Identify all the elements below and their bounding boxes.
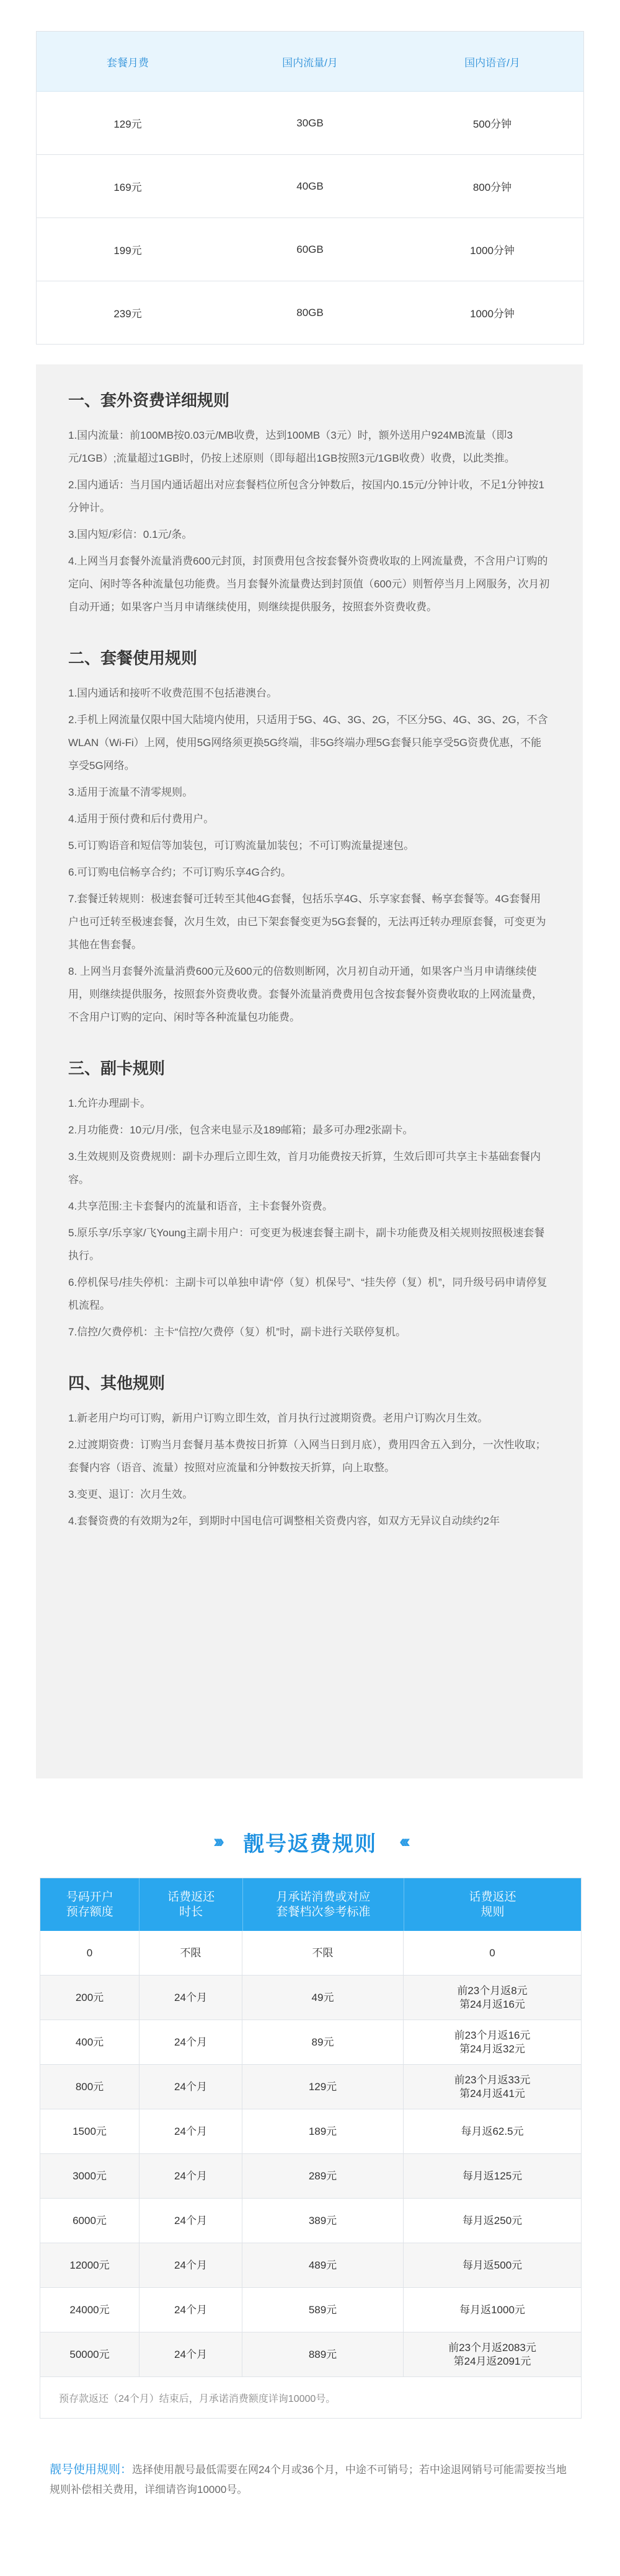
package-table-header <box>37 32 583 92</box>
rule-item: 6.可订购电信畅享合约；不可订购乐享4G合约。 <box>68 866 291 878</box>
cell-duration: 24个月 <box>140 2109 242 2153</box>
cell-commitment: 889元 <box>242 2332 404 2376</box>
cell-rule: 每月返125元 <box>462 2169 523 2182</box>
rule-item: 4.适用于预付费和后付费用户。 <box>68 813 215 825</box>
header-rule: 话费返还 规则 <box>469 1890 516 1919</box>
cell-rule: 每月返250元 <box>462 2214 523 2227</box>
cell-prepay: 50000元 <box>40 2332 140 2376</box>
cell-data: 80GB <box>296 306 324 319</box>
rules-panel <box>36 364 583 1778</box>
section-title: 四、其他规则 <box>68 1374 166 1392</box>
rule-item: 2.国内通话：当月国内通话超出对应套餐档位所包含分钟数后，按国内0.15元/分钟计收，不足1分钟按1分钟计。 <box>68 479 544 514</box>
double-chevron-left-icon: ‹‹‹ <box>399 1831 407 1852</box>
cell-voice: 500分钟 <box>472 118 512 130</box>
cell-rule: 每月返1000元 <box>459 2303 525 2316</box>
package-row <box>37 92 583 155</box>
cell-voice: 1000分钟 <box>470 308 515 320</box>
rule-item: 5.可订购语音和短信等加装包，可订购流量加装包；不可订购流量提速包。 <box>68 840 415 851</box>
cell-rule: 前23个月返16元 第24月返32元 <box>454 2029 531 2055</box>
rule-item: 2.手机上网流量仅限中国大陆境内使用，只适用于5G、4G、3G、2G，不区分5G、4G、3G、2G，不含WLAN（Wi-Fi）上网，使用5G网络须更换5G终端，非5G终端办理5G套餐只能享受5G资费优惠，不能享受5G网络。 <box>68 714 548 771</box>
rebate-heading <box>0 1822 620 1862</box>
rules-section-usage <box>68 647 551 1029</box>
rules-section-out-of-package <box>68 389 551 618</box>
cell-commitment: 389元 <box>242 2199 404 2243</box>
rule-item: 3.变更、退订：次月生效。 <box>68 1488 193 1500</box>
cell-prepay: 200元 <box>40 1976 140 2020</box>
rule-item: 7.套餐迁转规则：极速套餐可迁转至其他4G套餐，包括乐享4G、乐享家套餐、畅享套餐等。4G套餐用户也可迁转至极速套餐，次月生效，由已下架套餐变更为5G套餐的，无法再迁转办理原套餐，可变更为其他在售套餐。 <box>68 893 546 951</box>
package-row <box>37 281 583 344</box>
rule-item: 3.生效规则及资费规则：副卡办理后立即生效，首月功能费按天折算，生效后即可共享主卡基础套餐内容。 <box>68 1151 541 1185</box>
rebate-row <box>40 2065 581 2109</box>
cell-commitment: 89元 <box>242 2020 404 2064</box>
cell-fee: 239元 <box>113 308 142 320</box>
cell-duration: 24个月 <box>140 1976 242 2020</box>
header-voice: 国内语音/月 <box>464 56 520 69</box>
section-title: 三、副卡规则 <box>68 1059 166 1078</box>
rule-item: 2.过渡期资费：订购当月套餐月基本费按日折算（入网当日到月底），费用四舍五入到分，一次性收取；套餐内容（语音、流量）按照对应流量和分钟数按天折算，向上取整。 <box>68 1439 546 1474</box>
double-chevron-right-icon: ››› <box>213 1831 221 1852</box>
cell-data: 30GB <box>296 116 324 129</box>
cell-commitment: 129元 <box>242 2065 404 2109</box>
rebate-table-body <box>40 1931 581 2377</box>
rebate-title: 靓号返费规则 <box>243 1832 377 1856</box>
cell-prepay: 24000元 <box>40 2288 140 2332</box>
rebate-row <box>40 2109 581 2154</box>
cell-duration: 24个月 <box>140 2332 242 2376</box>
header-data: 国内流量/月 <box>282 56 338 69</box>
rule-item: 4.套餐资费的有效期为2年，到期时中国电信可调整相关资费内容，如双方无异议自动续约2年 <box>68 1515 500 1527</box>
footer-label: 靓号使用规则： <box>50 2463 133 2476</box>
cell-commitment: 489元 <box>242 2243 404 2287</box>
cell-prepay: 0 <box>40 1931 140 1975</box>
rules-section-secondary-card <box>68 1057 551 1343</box>
cell-prepay: 1500元 <box>40 2109 140 2153</box>
cell-voice: 800分钟 <box>472 182 512 193</box>
package-row <box>37 155 583 218</box>
header-commitment: 月承诺消费或对应 套餐档次参考标准 <box>243 1878 404 1931</box>
rebate-note: 预存款返还（24个月）结束后，月承诺消费额度详询10000号。 <box>59 2393 336 2404</box>
rebate-row <box>40 2199 581 2243</box>
cell-commitment: 不限 <box>242 1931 404 1975</box>
rule-item: 7.信控/欠费停机：主卡“信控/欠费停（复）机”时，副卡进行关联停复机。 <box>68 1326 406 1338</box>
rebate-row <box>40 1931 581 1976</box>
cell-duration: 24个月 <box>140 2243 242 2287</box>
rule-item: 1.国内通话和接听不收费范围不包括港澳台。 <box>68 687 278 699</box>
cell-fee: 129元 <box>113 118 142 130</box>
rule-item: 1.允许办理副卡。 <box>68 1097 151 1109</box>
cell-commitment: 589元 <box>242 2288 404 2332</box>
rule-item: 6.停机保号/挂失停机：主副卡可以单独申请“停（复）机保号”、“挂失停（复）机”，同升级号码申请停复机流程。 <box>68 1277 547 1311</box>
section-title: 一、套外资费详细规则 <box>68 391 230 410</box>
cell-commitment: 49元 <box>242 1976 404 2020</box>
rule-item: 5.原乐享/乐享家/飞Young主副卡用户：可变更为极速套餐主副卡，副卡功能费及相关规则按照极速套餐执行。 <box>68 1227 545 1262</box>
rebate-table-header <box>40 1878 581 1931</box>
package-row <box>37 218 583 281</box>
rule-item: 4.上网当月套餐外流量消费600元封顶，封顶费用包含按套餐外资费收取的上网流量费，不含用户订购的定向、闲时等各种流量包功能费。当月套餐外流量费达到封顶值（600元）则暂停当月上网服务，次月初自动开通；如果客户当月申请继续使用，则继续提供服务，按照套外资费收费。 <box>68 555 550 613</box>
cell-prepay: 12000元 <box>40 2243 140 2287</box>
header-prepay: 号码开户 预存额度 <box>40 1878 140 1931</box>
rule-item: 3.国内短/彩信：0.1元/条。 <box>68 529 193 540</box>
cell-rule: 前23个月返33元 第24月返41元 <box>454 2073 531 2099</box>
rebate-table <box>40 1878 582 2419</box>
cell-voice: 1000分钟 <box>470 245 515 257</box>
header-monthly-fee: 套餐月费 <box>107 56 149 69</box>
cell-fee: 199元 <box>113 245 142 257</box>
package-table <box>36 31 584 345</box>
cell-prepay: 400元 <box>40 2020 140 2064</box>
rule-item: 1.国内流量：前100MB按0.03元/MB收费，达到100MB（3元）时，额外送用户924MB流量（即3元/1GB）;流量超过1GB时，仍按上述原则（即每超出1GB按照3元/1GB收费）收费，以此类推。 <box>68 429 515 464</box>
cell-duration: 24个月 <box>140 2199 242 2243</box>
rebate-row <box>40 2243 581 2288</box>
rule-item: 1.新老用户均可订购，新用户订购立即生效，首月执行过渡期资费。老用户订购次月生效。 <box>68 1412 489 1424</box>
footer-text: 选择使用靓号最低需要在网24个月或36个月，中途不可销号；若中途退网销号可能需要按当地规则补偿相关费用，详细请咨询10000号。 <box>50 2464 567 2495</box>
cell-duration: 24个月 <box>140 2065 242 2109</box>
rule-item: 3.适用于流量不清零规则。 <box>68 786 193 798</box>
rules-section-other <box>68 1372 551 1532</box>
cell-commitment: 189元 <box>242 2109 404 2153</box>
rule-item: 2.月功能费：10元/月/张，包含来电显示及189邮箱；最多可办理2张副卡。 <box>68 1124 414 1136</box>
cell-rule: 前23个月返8元 第24月返16元 <box>457 1984 528 2010</box>
cell-rule: 前23个月返2083元 第24月返2091元 <box>448 2341 536 2367</box>
section-title: 二、套餐使用规则 <box>68 649 198 667</box>
rebate-row <box>40 2020 581 2065</box>
cell-data: 60GB <box>296 243 324 255</box>
rebate-row <box>40 2154 581 2199</box>
footer-note <box>50 2460 572 2500</box>
header-duration: 话费返还 时长 <box>140 1878 242 1931</box>
cell-duration: 不限 <box>140 1931 242 1975</box>
rebate-row <box>40 2332 581 2377</box>
cell-prepay: 6000元 <box>40 2199 140 2243</box>
cell-data: 40GB <box>296 180 324 192</box>
rule-item: 4.共享范围:主卡套餐内的流量和语音，主卡套餐外资费。 <box>68 1200 333 1212</box>
rebate-row <box>40 2288 581 2332</box>
cell-rule: 每月返62.5元 <box>461 2125 524 2137</box>
rebate-row <box>40 1976 581 2020</box>
cell-rule: 每月返500元 <box>462 2259 523 2271</box>
cell-duration: 24个月 <box>140 2288 242 2332</box>
cell-prepay: 3000元 <box>40 2154 140 2198</box>
cell-duration: 24个月 <box>140 2154 242 2198</box>
rule-item: 8. 上网当月套餐外流量消费600元及600元的倍数则断网，次月初自动开通，如果客户当月申请继续使用，则继续提供服务，按照套外资费收费。套餐外流量消费费用包含按套餐外资费收取的上网流量费，不含用户订购的定向、闲时等各种流量包功能费。 <box>68 965 542 1023</box>
cell-fee: 169元 <box>113 182 142 193</box>
cell-commitment: 289元 <box>242 2154 404 2198</box>
cell-prepay: 800元 <box>40 2065 140 2109</box>
cell-rule: 0 <box>489 1946 495 1959</box>
cell-duration: 24个月 <box>140 2020 242 2064</box>
